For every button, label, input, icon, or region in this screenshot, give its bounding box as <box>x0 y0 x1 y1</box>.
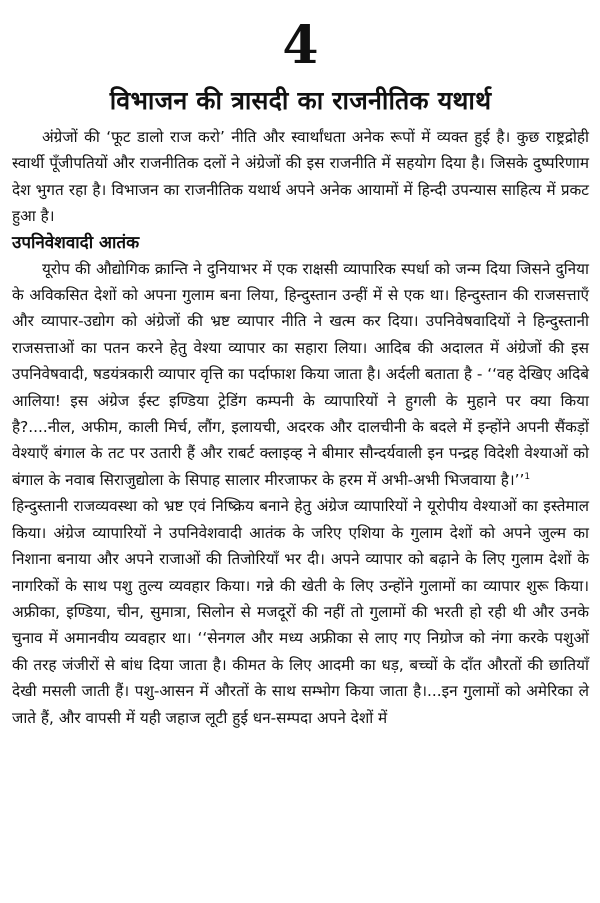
section-paragraph-continued: हिन्दुस्तानी राजव्यवस्था को भ्रष्ट एवं निष्क्रिय बनाने हेतु अंग्रेज व्यापारियों ने यूरोपीय वेश्याओं का इस्तेमाल किया। अंग्रेज व्यापारियों ने उपनिवेशवादी आतंक के जरिए एशिया के गुलाम देशों को अपने जुल्म का निशाना बनाया और अपने राजाओं की तिजोरियाँ भर दी। अपने व्यापार को बढ़ाने के लिए गुलाम देशों के नागरिकों के साथ पशु तुल्य व्यवहार किया। गन्ने की खेती के लिए उन्होंने गुलामों का व्यापार शुरू किया। अफ्रीका, इण्डिया, चीन, सुमात्रा, सिलोन से मजदूरों की नहीं तो गुलामों की भरती हो रही थी और उनके चुनाव में अमानवीय व्यवहार था। ‘‘सेनगल और मध्य अफ्रीका से लाए गए निग्रोज को नंगा करके पशुओं की तरह जंजीरों से बांध दिया जाता है। कीमत के लिए आदमी का धड़, बच्चों के दाँत औरतों की छातियाँ देखी मसली जाती हैं। पशु-आसन में औरतों के साथ सम्भोग किया जाता है।...इन गुलामों को अमेरिका ले जाते हैं, और वापसी में यही जहाज लूटी हुई धन-सम्पदा अपने देशों में <box>12 497 589 727</box>
footnote-marker: 1 <box>524 471 531 482</box>
section-paragraph <box>12 256 589 494</box>
chapter-number: 4 <box>282 15 319 76</box>
section-paragraph-text: यूरोप की औद्योगिक क्रान्ति ने दुनियाभर में एक राक्षसी व्यापारिक स्पर्धा को जन्म दिया जिसने दुनिया के अविकसित देशों को अपना गुलाम बना लिया, हिन्दुस्तान उन्हीं में से एक था। हिन्दुस्तान की राजसत्ताएँ और व्यापार-उद्योग को अंग्रेजों की भ्रष्ट व्यापार नीति ने खत्म कर दिया। उपनिवेषवादियों ने हिन्दुस्तानी राजसत्ताओं का पतन करने हेतु वेश्या व्यापार का सहारा लिया। आदिब की अदालत में अंग्रेजों की इस उपनिवेषवादी, षडयंत्रकारी व्यापार वृत्ति का पर्दाफाश किया जाता है। अर्दली बताता है - ‘‘वह देखिए अदिबे आलिया! इस अंग्रेज ईस्ट इण्डिया ट्रेडिंग कम्पनी के व्यापारियों ने हुगली के मुहाने पर क्या किया है?....नील, अफीम, काली मिर्च, लौंग, इलायची, अदरक और दालचीनी के बदले में इन्होंने अपनी सैंकड़ों वेश्याएँ बंगाल के तट पर उतारी हैं और राबर्ट क्लाइव्ह ने बीमार सौन्दर्यवाली इन पन्द्रह विदेशी वेश्याओं को बंगाल के नवाब सिराजुद्योला के सिपाह सालार मीरजाफर के हरम में अभी-अभी भिजवाया है।’’ <box>12 259 589 489</box>
intro-paragraph: अंग्रेजों की ‘फूट डालो राज करो’ नीति और स्वार्थांधता अनेक रूपों में व्यक्त हुई है। कुछ राष्ट्रद्रोही स्वार्थी पूँजीपतियों और राजनीतिक दलों ने अंग्रेजों की इस राजनीति में सहयोग दिया है। जिसके दुष्परिणाम देश भुगत रहा है। विभाजन का राजनीतिक यथार्थ अपने अनेक आयामों में हिन्दी उपन्यास साहित्य में प्रकट हुआ है। <box>12 128 589 226</box>
chapter-title: विभाजन की त्रासदी का राजनीतिक यथार्थ <box>109 86 492 115</box>
section-heading: उपनिवेशवादी आतंक <box>12 232 140 253</box>
